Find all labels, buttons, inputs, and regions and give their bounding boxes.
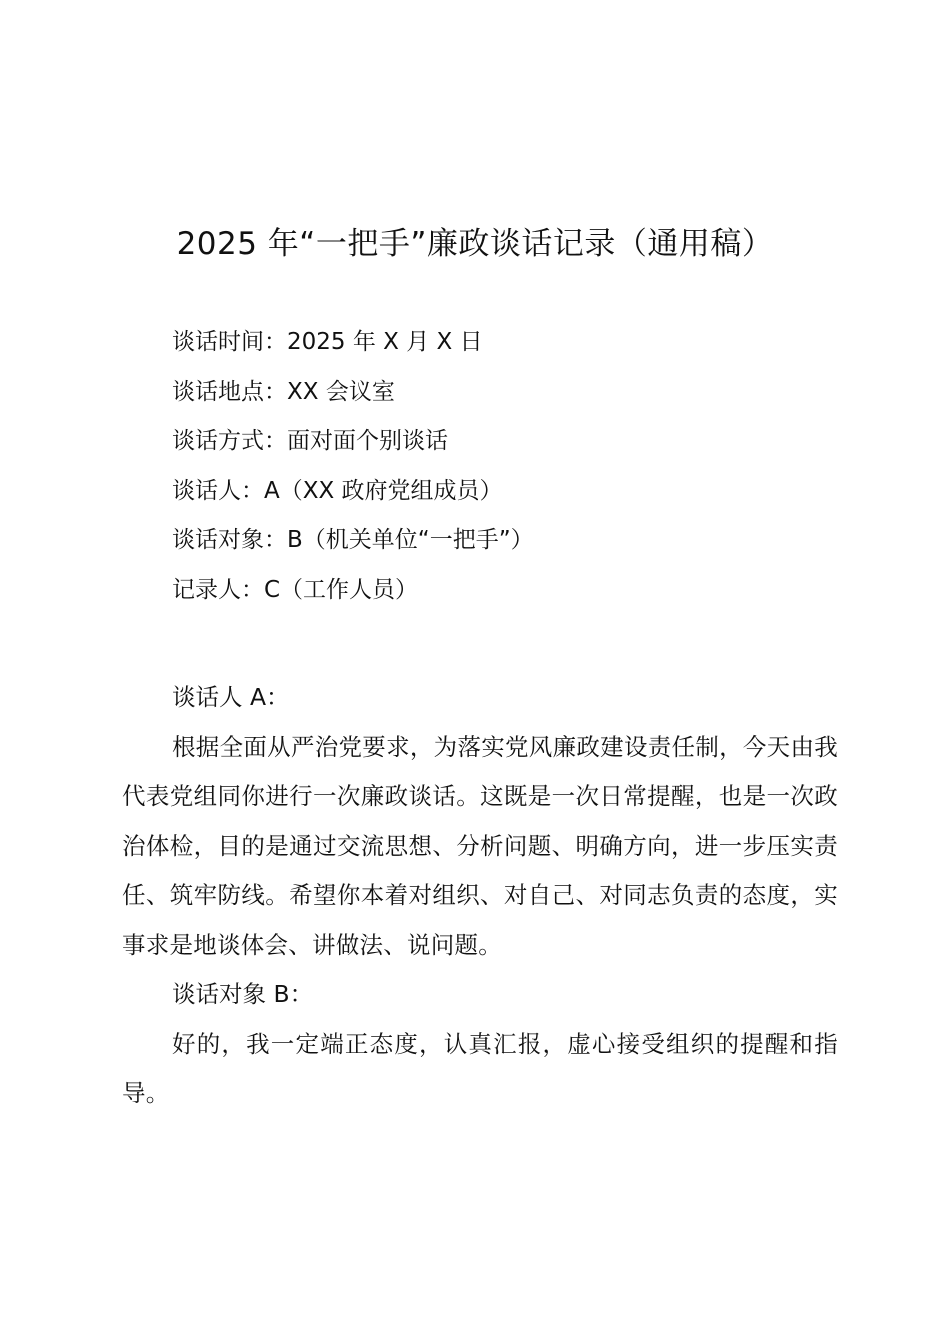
speaker-a-label: 谈话人 A： — [172, 683, 290, 711]
meeting-info — [172, 322, 872, 619]
speaker-a-paragraph: 根据全面从严治党要求，为落实党风廉政建设责任制，今天由我代表党组同你进行一次廉政谈话。这既是一次日常提醒，也是一次政治体检，目的是通过交流思想、分析问题、明确方向，进一步压实责任、筑牢防线。希望你本着对组织、对自己、对同志负责的态度，实事求是地谈体会、讲做法、说问题。 — [122, 732, 838, 959]
speaker-b-paragraph: 好的，我一定端正态度，认真汇报，虚心接受组织的提醒和指导。 — [122, 1029, 838, 1107]
dialogue-record — [122, 673, 838, 1119]
meeting-format: 谈话方式：面对面个别谈话 — [172, 428, 448, 454]
interviewee: 谈话对象：B（机关单位“一把手”） — [172, 527, 534, 553]
meeting-time: 谈话时间：2025 年 X 月 X 日 — [172, 329, 483, 355]
interviewer: 谈话人：A（XX 政府党组成员） — [172, 477, 503, 504]
speaker-b-label: 谈话对象 B： — [172, 980, 314, 1008]
document-title: 2025 年“一把手”廉政谈话记录（通用稿） — [176, 226, 774, 262]
meeting-location: 谈话地点：XX 会议室 — [172, 378, 395, 405]
recorder: 记录人：C（工作人员） — [172, 576, 419, 603]
